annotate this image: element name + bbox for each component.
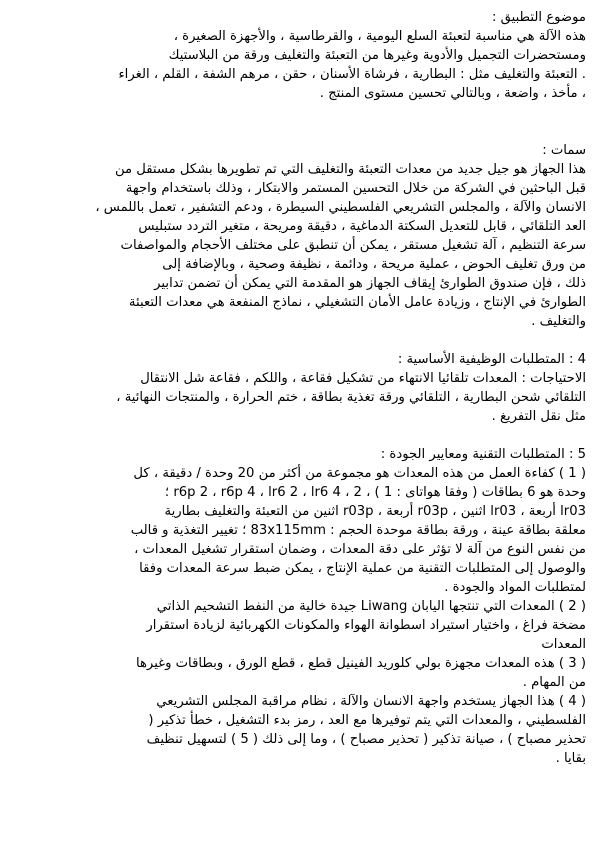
text-line: ، مأخذ ، واضعة ، وبالتالي تحسين مستوى المنتج . [319,86,586,101]
section-heading: سمات : [542,143,586,158]
text-line: تحذير مصباح ) ، صيانة تذكير ( تحذير مصباح ) ، وما إلى ذلك ( 5 ) لتسهيل تنظيف [146,732,586,747]
text-line: الطوارئ في الإنتاج ، وزيادة عامل الأمان التشغيلي ، نماذج المنفعة هي معدات التعبئة [128,295,586,310]
text-line: lr03 أربعة ، lr03 اثنين ، r03p أربعة ، r03p اثنين من التعبئة والتغليف بطارية [164,504,586,519]
text-line: ( 3 ) هذه المعدات مجهزة بولي كلوريد الفينيل قطع ، قطع الورق ، وبطاقات وغيرها [135,656,586,671]
text-line: ومستحضرات التجميل والأدوية وغيرها من التعبئة والتغليف ورقة من البلاستيك [168,48,586,63]
text-line: التلقائي شحن البطارية ، التلقائي ورقة تغذية بطاقة ، ختم الحرارة ، والمنتجات النهائية ، [116,390,586,405]
section-heading: 4 : المتطلبات الوظيفية الأساسية : [397,352,586,367]
text-line: ( 2 ) المعدات التي تنتجها اليابان Liwang جيدة خالية من النفط التشحيم الذاتي [156,599,586,614]
text-line: ( 4 ) هذا الجهاز يستخدم واجهة الانسان والآلة ، نظام مراقبة المجلس التشريعي [156,694,586,709]
text-line: من نفس النوع من آلة لا تؤثر على دقة المعدات ، وضمان استقرار تشغيل المعدات ، [134,542,586,557]
text-line: الفلسطيني ، والمعدات التي يتم توفيرها مع العد ، رمز بدء التشغيل ، خطأ تذكير ( [148,713,586,728]
section-heading: 5 : المتطلبات التقنية ومعايير الجودة : [380,447,586,462]
section-features [12,141,586,331]
text-line: ( 1 ) كفاءة العمل من هذه المعدات هو مجموعة من أكثر من 20 وحدة / دقيقة ، كل [133,466,586,481]
text-line: الاحتياجات : المعدات تلقائيا الانتهاء من تشكيل فقاعة ، واللكم ، فقاعة شل الانتقال [140,371,586,386]
text-line: بقايا . [555,751,586,766]
text-line: . التعبئة والتغليف مثل : البطارية ، فرشاة الأسنان ، حقن ، مرهم الشفة ، القلم ، الغراء [118,67,586,82]
section-technical-requirements [12,445,586,768]
text-line: ذلك ، فإن صندوق الطوارئ إيقاف الجهاز هو المقدمة التي يمكن أن تضمن تدابير [154,276,586,291]
text-line: مثل نقل التفريغ . [491,409,586,424]
text-line: هذا الجهاز هو جيل جديد من معدات التعبئة والتغليف التي تم تطويرها بشكل مستقل من [114,162,586,177]
text-line: المعدات [541,637,586,652]
text-line: سرعة التنظيم ، آلة تشغيل مستقر ، يمكن أن تنطبق على مختلف الأحجام والمواصفات [120,238,586,253]
section-application-subject [12,8,586,103]
text-line: قبل الباحثين في الشركة من خلال التحسين المستمر والابتكار ، وذلك باستخدام واجهة [125,181,586,196]
section-heading: موضوع التطبيق : [491,10,586,25]
text-line: مضخة فراغ ، واختيار استيراد اسطوانة الهواء والمكونات الكهربائية لزيادة استقرار [146,618,586,633]
text-line: من المهام . [522,675,586,690]
text-line: والوصول إلى المتطلبات التقنية من عملية الإنتاج ، يمكن ضبط سرعة المعدات وفقا [139,561,586,576]
section-basic-functional-requirements [12,350,586,426]
text-line: من ورق تغليف الحوض ، عملية مريحة ، ودائمة ، نظيفة وصحية ، وبالإضافة إلى [162,257,586,272]
text-line: والتغليف . [531,314,586,329]
text-line: وحدة هو 6 بطاقات ( وفقا هواتاى : 1 ) ، r6p 2 ، r6p 4 ، lr6 2 ، lr6 4 ، 2 ؛ [164,485,586,500]
text-line: معلقة بطاقة عينة ، ورقة بطاقة موحدة الحجم : 83x115mm ؛ تغيير التغذية و قالب [130,523,586,538]
text-line: العد التلقائي ، قابل للتعديل السكتة الدماغية ، دقيقة ومريحة ، متغير التردد ستبليس [138,219,586,234]
text-line: الانسان والآلة ، والمجلس التشريعي الفلسطيني السيطرة ، ودعم التشفير ، تعمل باللمس ، [95,200,586,215]
text-line: لمتطلبات المواد والجودة . [444,580,586,595]
text-line: هذه الآلة هي مناسبة لتعبئة السلع اليومية ، والقرطاسية ، والأجهزة الصغيرة ، [173,29,586,44]
